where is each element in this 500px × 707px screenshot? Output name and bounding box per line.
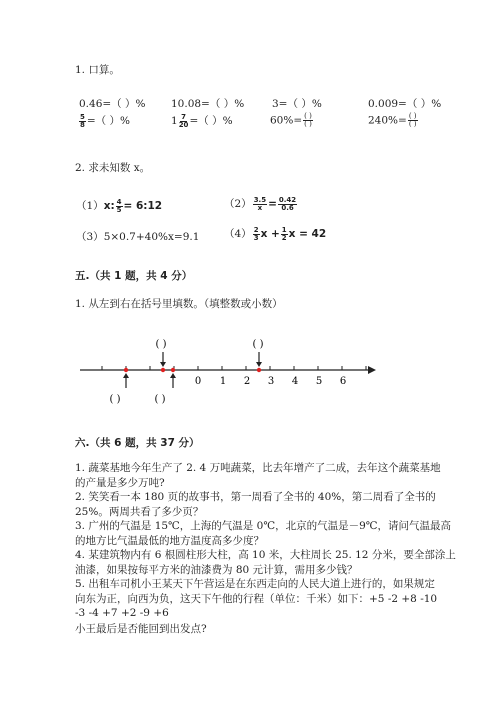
q1-item-8: 240%= $\frac{( )}{( )}$ — [368, 112, 417, 128]
question-line: 5. 出租车司机小王某天下午营运是在东西走向的人民大道上进行的，如果规定 — [75, 578, 435, 590]
final-question: 小王最后是否能回到出发点? — [75, 623, 207, 635]
up-arrow-1-head — [123, 373, 129, 378]
question-line: -3 -4 +7 +2 -9 +6 — [75, 607, 169, 619]
q2-problem-1: （1）x: $\frac{4}{5}$ = 6:12 — [76, 197, 163, 214]
tick-label-6: 6 — [339, 376, 347, 387]
tick-label-3: 3 — [267, 376, 275, 387]
tick-labels — [195, 376, 346, 387]
section-5-heading: 五.（共 1 题，共 4 分） — [75, 270, 193, 282]
q2-problem-4: （4） $\frac{2}{3}$ x + $\frac{1}{2}$ x = 42 — [224, 225, 327, 242]
q1-item-7: 60%= $\frac{( )}{( )}$ — [270, 112, 312, 128]
point-marker-3 — [171, 368, 175, 372]
q1-item-4: 0.009=（ ）% — [368, 98, 442, 110]
section-6-heading: 六.（共 6 题，共 37 分） — [75, 437, 200, 449]
section-5-question: 1. 从左到右在括号里填数。（填整数或小数） — [75, 298, 283, 310]
question-line: 向东为正，向西为负，这天下午他的行程（单位：千米）如下：+5 -2 +8 -10 — [75, 592, 438, 605]
tick-label-1: 1 — [219, 376, 227, 387]
q2-problem-2: （2） $\frac{3.5}{x}$ = $\frac{0.42}{0.6}$ — [224, 195, 297, 212]
question-line: 25%。两周共看了多少页？ — [75, 505, 204, 518]
question-line: 3. 广州的气温是 15℃，上海的气温是 0℃，北京的气温是－9℃，请问气温最高 — [75, 520, 451, 532]
question-line: 1. 蔬菜基地今年生产了 2. 4 万吨蔬菜，比去年增产了二成，去年这个蔬菜基地 — [75, 462, 441, 474]
number-line-figure — [70, 330, 390, 410]
question-line: 油漆，如果按每平方米的油漆费为 80 元计算，需用多少钱？ — [75, 563, 358, 576]
q1-item-2: 10.08=（ ）% — [171, 98, 245, 110]
q1-item-6: 1 $\frac{7}{20}$ =（ ）% — [171, 112, 233, 129]
point-marker-2 — [161, 368, 165, 372]
tick-label-2: 2 — [243, 376, 251, 387]
top-blank-2: ( ) — [252, 339, 264, 350]
tick-label-0: 0 — [194, 376, 202, 387]
down-arrow-2-head — [256, 362, 262, 367]
question-line: 的地方比气温最低的地方温度高多少度？ — [75, 534, 264, 547]
tick-label-5: 5 — [315, 376, 323, 387]
question-line: 4. 某建筑物内有 6 根圆柱形大柱，高 10 米，大柱周长 25. 12 分米，要全部涂上 — [75, 549, 456, 561]
bottom-blank-2: ( ) — [154, 394, 166, 405]
q1-item-3: 3=（ ）% — [272, 98, 322, 110]
question-line: 2. 笑笑看一本 180 页的故事书，第一周看了全书的 40%，第二周看了全书的 — [75, 491, 436, 503]
bottom-blank-1: ( ) — [109, 394, 121, 405]
tick-label-4: 4 — [291, 376, 299, 387]
up-arrow-2-head — [170, 373, 176, 378]
q2-problem-3: （3）5×0.7+40%x=9.1 — [76, 231, 200, 243]
question-line: 的产量是多少万吨? — [75, 476, 165, 489]
point-marker-1 — [124, 368, 128, 372]
top-blank-1: ( ) — [155, 339, 167, 350]
point-marker-4 — [257, 368, 261, 372]
section-6-questions — [75, 461, 456, 621]
down-arrow-1-head — [160, 362, 166, 367]
q1-item-1: 0.46=（ ）% — [79, 98, 146, 110]
q2-title: 2. 求未知数 x。 — [75, 162, 151, 174]
axis-arrowhead — [368, 366, 376, 374]
q1-title: 1. 口算。 — [75, 64, 120, 76]
q1-item-5: $\frac{5}{8}$ =（ ）% — [80, 112, 130, 129]
